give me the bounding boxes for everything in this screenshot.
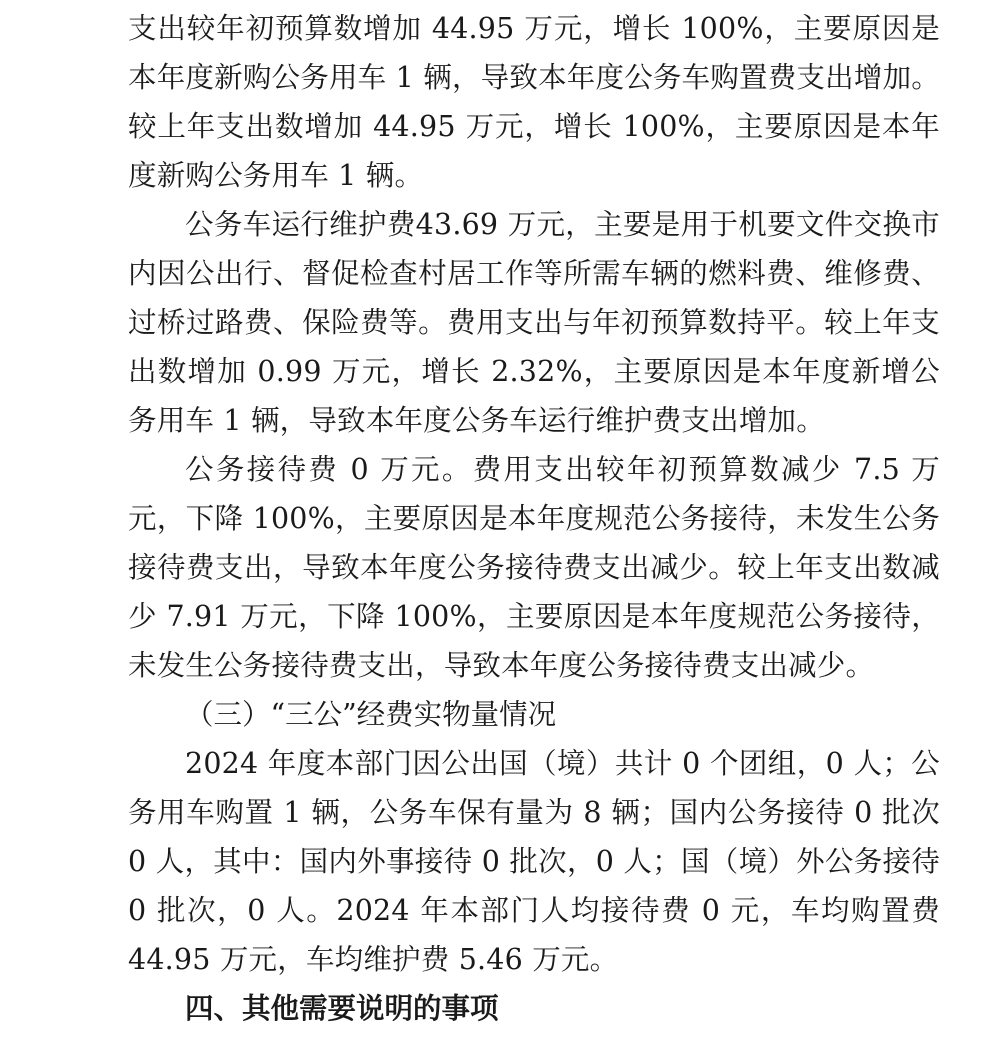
section-heading-other-matters: 四、其他需要说明的事项: [185, 992, 499, 1025]
paragraph-official-reception: 公务接待费 0 万元。费用支出较年初预算数减少 7.5 万元，下降 100%，主要原因是本年度规范公务接待，未发生公务接待费支出，导致本年度公务接待费支出减少。较上年支出数减少 7.91 万元，下降 100%，主要原因是本年度规范公务接待，未发生公务接待费支出，导致本年度公务接待费支出减少。: [128, 453, 940, 682]
paragraph-vehicle-maintenance: 公务车运行维护费43.69 万元，主要是用于机要文件交换市内因公出行、督促检查村居工作等所需车辆的燃料费、维修费、过桥过路费、保险费等。费用支出与年初预算数持平。较上年支出数增加 0.99 万元，增长 2.32%，主要原因是本年度新增公务用车 1 辆，导致本年度公务车运行维护费支出增加。: [128, 208, 940, 437]
paragraph-physical-quantity-detail: 2024 年度本部门因公出国（境）共计 0 个团组，0 人；公务用车购置 1 辆，公务车保有量为 8 辆；国内公务接待 0 批次 0 人，其中：国内外事接待 0 批次，0 人；国（境）外公务接待 0 批次，0 人。2024 年本部门人均接待费 0 元，车均购置费 44.95 万元，车均维护费 5.46 万元。: [128, 747, 940, 976]
section-heading-physical-quantity: （三）“三公”经费实物量情况: [185, 698, 557, 731]
paragraph-vehicle-purchase: 支出较年初预算数增加 44.95 万元，增长 100%，主要原因是本年度新购公务用车 1 辆，导致本年度公务车购置费支出增加。较上年支出数增加 44.95 万元，增长 100%，主要原因是本年度新购公务用车 1 辆。: [128, 12, 940, 192]
